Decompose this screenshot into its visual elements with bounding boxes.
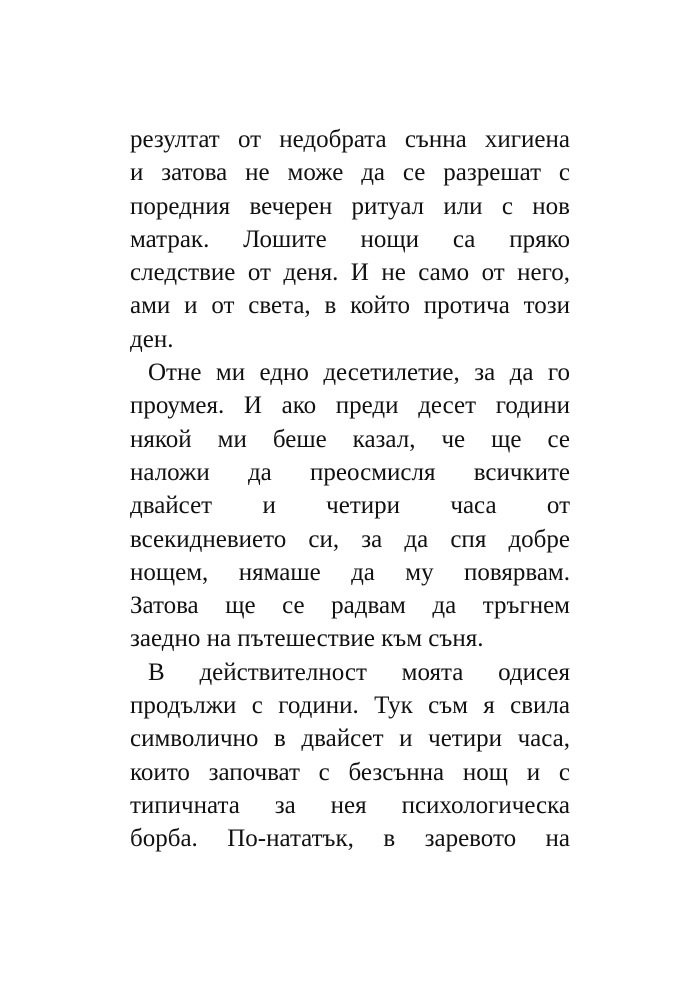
text-line: някой ми беше казал, че ще се (130, 425, 570, 453)
paragraph-2 (130, 356, 570, 656)
text-line: ами и от света, в който протича този (130, 292, 570, 320)
text-line: символично в двайсет и четири часа, (130, 725, 570, 753)
text-line: наложи да преосмисля всичките (130, 458, 570, 486)
text-line: поредния вечерен ритуал или с нов (130, 192, 570, 220)
text-line: нощем, нямаше да му повярвам. (130, 558, 570, 586)
text-line: следствие от деня. И не само от него, (130, 259, 570, 287)
text-line: продължи с години. Тук съм я свила (130, 692, 570, 720)
text-line: ден. (130, 325, 174, 353)
text-line: които започват с безсънна нощ и с (130, 758, 570, 786)
paragraph-3 (130, 656, 570, 856)
paragraph-1 (130, 123, 570, 356)
text-line: проумея. И ако преди десет години (130, 392, 570, 420)
text-line: всекидневието си, за да спя добре (130, 525, 570, 553)
text-line: Отне ми едно десетилетие, за да го (148, 359, 570, 387)
text-line: В действителност моята одисея (148, 658, 570, 686)
text-line: матрак. Лошите нощи са пряко (130, 225, 570, 253)
text-line: Затова ще се радвам да тръгнем (130, 592, 570, 620)
text-line: заедно на пътешествие към съня. (130, 625, 484, 653)
text-line: резултат от недобрата сънна хигиена (130, 126, 570, 153)
text-line: борба. По-нататък, в заревото на (130, 825, 570, 853)
text-line: двайсет и четири часа от (130, 492, 570, 520)
text-line: и затова не може да се разрешат с (130, 159, 570, 187)
book-page (130, 123, 570, 856)
text-line: типичната за нея психологическа (130, 791, 570, 819)
